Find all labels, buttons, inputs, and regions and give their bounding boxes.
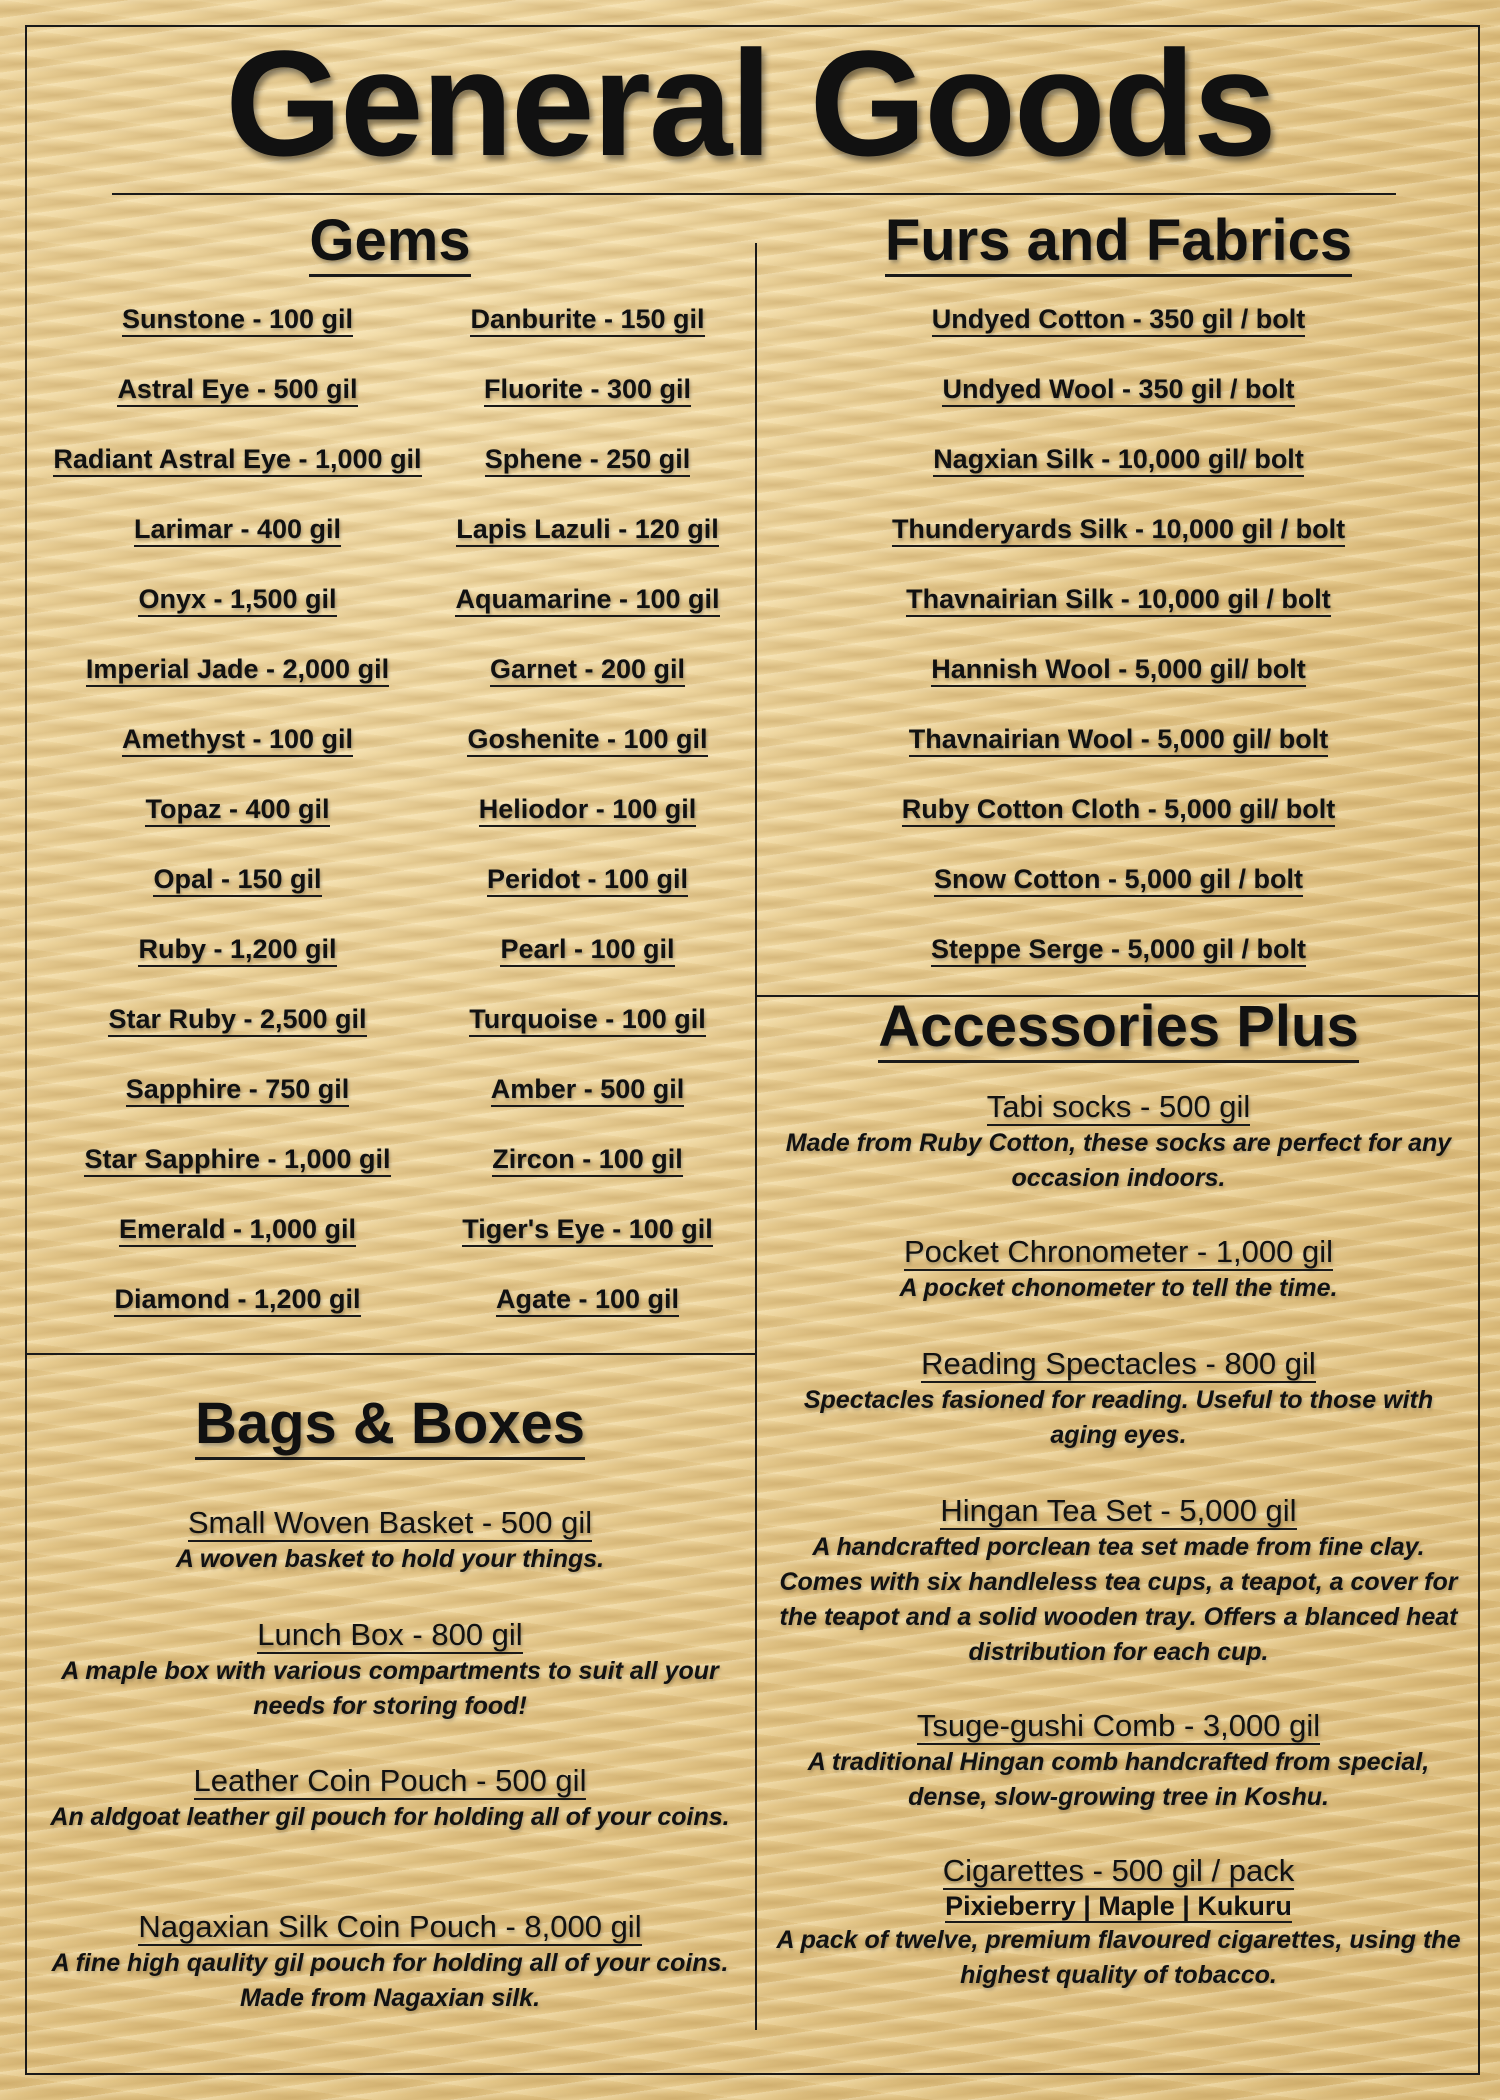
gem-item: Opal - 150 gil [35, 864, 440, 934]
accessory-name: Tabi socks - 500 gil [986, 1089, 1251, 1124]
bag-item [40, 1616, 740, 1724]
gem-item: Heliodor - 100 gil [440, 794, 735, 864]
fabric-item: Thunderyards Silk - 10,000 gil / bolt [762, 514, 1475, 584]
gem-item: Lapis Lazuli - 120 gil [440, 514, 735, 584]
gem-item: Agate - 100 gil [440, 1284, 735, 1354]
gem-item: Imperial Jade - 2,000 gil [35, 654, 440, 724]
accessories-heading: Accessories Plus [757, 993, 1480, 1063]
furs-list [762, 304, 1475, 1004]
gem-item: Star Sapphire - 1,000 gil [35, 1144, 440, 1214]
fabric-item: Snow Cotton - 5,000 gil / bolt [762, 864, 1475, 934]
bag-description: A woven basket to hold your things. [175, 1545, 605, 1573]
gems-heading: Gems [25, 207, 755, 277]
gem-item: Onyx - 1,500 gil [35, 584, 440, 654]
fabric-item: Ruby Cotton Cloth - 5,000 gil/ bolt [762, 794, 1475, 864]
accessory-name: Pocket Chronometer - 1,000 gil [903, 1234, 1334, 1269]
accessory-item [770, 1233, 1467, 1306]
accessory-description: A pocket chonometer to tell the time. [899, 1274, 1338, 1302]
gem-item: Pearl - 100 gil [440, 934, 735, 1004]
accessory-item [770, 1088, 1467, 1196]
gem-item: Emerald - 1,000 gil [35, 1214, 440, 1284]
accessory-description: A handcrafted porclean tea set made from fine clay. Comes with six handleless tea cups, a teapot, a cover for the teapot and a solid wooden tray. Offers a blanced heat distribution for each cup. [779, 1533, 1458, 1666]
bag-item [40, 1504, 740, 1577]
accessory-description: A traditional Hingan comb handcrafted from special, dense, slow-growing tree in Koshu. [807, 1748, 1430, 1811]
gem-item: Diamond - 1,200 gil [35, 1284, 440, 1354]
fabric-item: Undyed Cotton - 350 gil / bolt [762, 304, 1475, 374]
bag-description: A fine high qaulity gil pouch for holding all of your coins. Made from Nagaxian silk. [51, 1949, 729, 2012]
gem-item: Sunstone - 100 gil [35, 304, 440, 374]
accessory-item [770, 1492, 1467, 1670]
fabric-item: Hannish Wool - 5,000 gil/ bolt [762, 654, 1475, 724]
title-divider [112, 193, 1396, 195]
bags-heading: Bags & Boxes [25, 1390, 755, 1460]
gem-item: Garnet - 200 gil [440, 654, 735, 724]
bag-name: Nagaxian Silk Coin Pouch - 8,000 gil [138, 1909, 642, 1944]
fabric-item: Steppe Serge - 5,000 gil / bolt [762, 934, 1475, 1004]
accessory-description: Spectacles fasioned for reading. Useful to those with aging eyes. [803, 1386, 1434, 1449]
gem-item: Amber - 500 gil [440, 1074, 735, 1144]
accessory-name: Tsuge-gushi Comb - 3,000 gil [916, 1708, 1321, 1743]
bag-description: An aldgoat leather gil pouch for holding all of your coins. [50, 1803, 730, 1831]
gem-item: Danburite - 150 gil [440, 304, 735, 374]
gem-item: Ruby - 1,200 gil [35, 934, 440, 1004]
gem-item: Goshenite - 100 gil [440, 724, 735, 794]
gem-item: Aquamarine - 100 gil [440, 584, 735, 654]
gem-item: Topaz - 400 gil [35, 794, 440, 864]
gems-list-left [35, 304, 440, 1354]
column-divider [755, 243, 757, 2030]
gem-item: Larimar - 400 gil [35, 514, 440, 584]
gem-item: Turquoise - 100 gil [440, 1004, 735, 1074]
accessory-flavours: Pixieberry | Maple | Kukuru [945, 1891, 1292, 1921]
gem-item: Star Ruby - 2,500 gil [35, 1004, 440, 1074]
fabric-item: Thavnairian Silk - 10,000 gil / bolt [762, 584, 1475, 654]
gem-item: Zircon - 100 gil [440, 1144, 735, 1214]
bag-name: Small Woven Basket - 500 gil [187, 1505, 593, 1540]
gem-item: Fluorite - 300 gil [440, 374, 735, 444]
bag-description: A maple box with various compartments to suit all your needs for storing food! [61, 1657, 719, 1720]
furs-heading: Furs and Fabrics [757, 207, 1480, 277]
gem-item: Peridot - 100 gil [440, 864, 735, 934]
accessory-name: Reading Spectacles - 800 gil [921, 1346, 1316, 1381]
page-title: General Goods [225, 19, 1275, 187]
accessory-name: Hingan Tea Set - 5,000 gil [940, 1493, 1297, 1528]
fabric-item: Nagxian Silk - 10,000 gil/ bolt [762, 444, 1475, 514]
accessory-item [770, 1852, 1467, 1993]
gem-item: Astral Eye - 500 gil [35, 374, 440, 444]
fabric-item: Undyed Wool - 350 gil / bolt [762, 374, 1475, 444]
gems-list-right [440, 304, 735, 1354]
gem-item: Radiant Astral Eye - 1,000 gil [35, 444, 440, 514]
accessory-description: A pack of twelve, premium flavoured cigarettes, using the highest quality of tobacco. [776, 1926, 1461, 1989]
fabric-item: Thavnairian Wool - 5,000 gil/ bolt [762, 724, 1475, 794]
bag-item [40, 1762, 740, 1835]
accessory-item [770, 1707, 1467, 1815]
bag-item [40, 1908, 740, 2016]
accessory-name: Cigarettes - 500 gil / pack [942, 1853, 1295, 1888]
gem-item: Tiger's Eye - 100 gil [440, 1214, 735, 1284]
bag-name: Lunch Box - 800 gil [257, 1617, 523, 1652]
accessory-item [770, 1345, 1467, 1453]
accessory-description: Made from Ruby Cotton, these socks are perfect for any occasion indoors. [785, 1129, 1452, 1192]
bag-name: Leather Coin Pouch - 500 gil [193, 1763, 587, 1798]
gem-item: Amethyst - 100 gil [35, 724, 440, 794]
gem-item: Sapphire - 750 gil [35, 1074, 440, 1144]
gem-item: Sphene - 250 gil [440, 444, 735, 514]
